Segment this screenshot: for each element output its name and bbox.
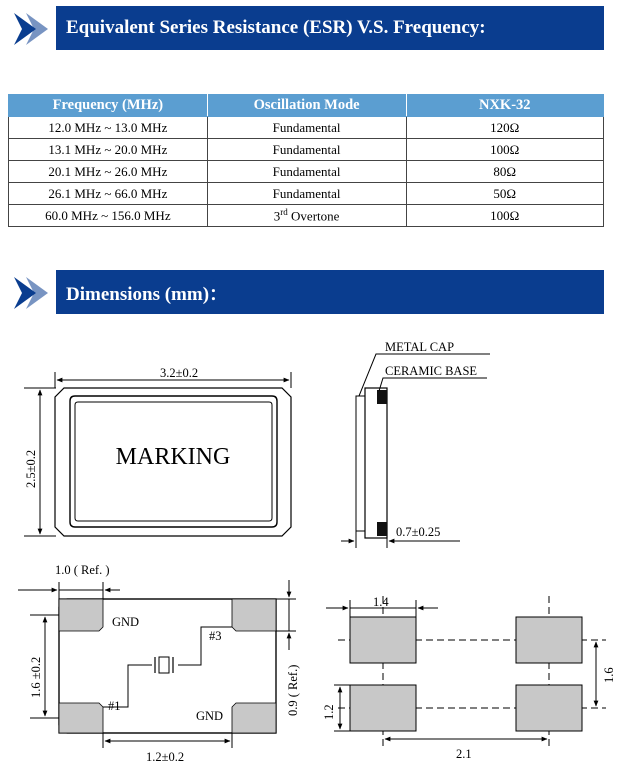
mode-text: Fundamental bbox=[272, 163, 341, 179]
frequency-cell: 13.1 MHz ~ 20.0 MHz bbox=[9, 139, 208, 161]
side-terminal-top bbox=[377, 390, 387, 404]
table-row bbox=[9, 183, 604, 205]
land-pad-bottom-left bbox=[350, 685, 416, 731]
chevron-arrow-icon bbox=[12, 13, 52, 45]
land-pad-top-left bbox=[350, 617, 416, 663]
table-row bbox=[9, 161, 604, 183]
esr-value-cell: 50Ω bbox=[406, 183, 604, 205]
table-row bbox=[9, 117, 604, 139]
ceramic-base-body bbox=[365, 388, 387, 538]
mode-text: Overtone bbox=[287, 208, 340, 224]
esr-table bbox=[8, 94, 604, 227]
pad-gnd-top-left bbox=[59, 599, 103, 631]
metal-cap-label: METAL CAP bbox=[385, 340, 455, 354]
table-header-row bbox=[9, 95, 604, 117]
mode-cell bbox=[207, 183, 406, 205]
header-oscillation-mode: Oscillation Mode bbox=[207, 95, 406, 117]
metal-cap-body bbox=[356, 396, 365, 531]
bottom-view bbox=[18, 563, 300, 764]
esr-value-cell: 120Ω bbox=[406, 117, 604, 139]
mode-cell bbox=[207, 205, 406, 227]
header-nxk32: NXK-32 bbox=[406, 95, 604, 117]
land-pitch-horizontal-label: 2.1 bbox=[456, 747, 472, 761]
land-pad-top-right bbox=[516, 617, 582, 663]
mode-cell bbox=[207, 161, 406, 183]
width-label: 3.2±0.2 bbox=[160, 366, 199, 380]
pad-1-bottom-left bbox=[59, 703, 103, 733]
dimensions-section-title-text: Dimensions (mm)： bbox=[66, 283, 229, 305]
pad-pitch-horizontal-label: 1.2±0.2 bbox=[146, 750, 185, 764]
pad-pitch-vertical-label: 1.6 ±0.2 bbox=[29, 656, 43, 698]
table-row bbox=[9, 205, 604, 227]
thickness-label: 0.7±0.25 bbox=[396, 525, 441, 539]
dimension-drawings bbox=[0, 320, 621, 769]
mode-cell bbox=[207, 117, 406, 139]
ceramic-base-label: CERAMIC BASE bbox=[385, 364, 478, 378]
ref-width-label: 1.0 ( Ref. ) bbox=[55, 563, 110, 577]
land-pattern bbox=[322, 595, 616, 761]
frequency-cell: 26.1 MHz ~ 66.0 MHz bbox=[9, 183, 208, 205]
esr-section-title bbox=[56, 6, 604, 50]
land-pitch-vertical-label: 1.6 bbox=[602, 667, 616, 683]
marking-text: MARKING bbox=[115, 444, 231, 470]
esr-section-title-text: Equivalent Series Resistance (ESR) V.S. Frequency: bbox=[66, 17, 486, 38]
gnd-bottom-label: GND bbox=[196, 709, 224, 723]
pin3-label: #3 bbox=[209, 629, 222, 643]
esr-value-cell: 100Ω bbox=[406, 205, 604, 227]
land-pad-height-label: 1.2 bbox=[322, 704, 336, 720]
side-terminal-bottom bbox=[377, 522, 387, 536]
land-pad-bottom-right bbox=[516, 685, 582, 731]
ceramic-base-leader bbox=[379, 378, 487, 391]
esr-value-cell: 80Ω bbox=[406, 161, 604, 183]
mode-order: 3 bbox=[273, 208, 281, 224]
mode-order-suffix: rd bbox=[280, 206, 288, 217]
mode-cell bbox=[207, 139, 406, 161]
esr-value-cell: 100Ω bbox=[406, 139, 604, 161]
dimensions-section-title bbox=[56, 270, 604, 314]
pad-height-ref-label: 0.9 ( Ref.) bbox=[286, 664, 300, 716]
table-row bbox=[9, 139, 604, 161]
pad-3-top-right bbox=[232, 599, 276, 631]
land-pad-width-label: 1.4 bbox=[373, 595, 389, 609]
gnd-top-label: GND bbox=[112, 615, 140, 629]
frequency-cell: 12.0 MHz ~ 13.0 MHz bbox=[9, 117, 208, 139]
top-view bbox=[24, 366, 291, 536]
frequency-cell: 20.1 MHz ~ 26.0 MHz bbox=[9, 161, 208, 183]
mode-text: Fundamental bbox=[272, 185, 341, 201]
mode-text: Fundamental bbox=[272, 119, 341, 135]
frequency-cell: 60.0 MHz ~ 156.0 MHz bbox=[9, 205, 208, 227]
pin1-label: #1 bbox=[108, 699, 121, 713]
mode-text: Fundamental bbox=[272, 141, 341, 157]
chevron-arrow-icon bbox=[12, 277, 52, 309]
pad-gnd-bottom-right bbox=[232, 703, 276, 733]
side-view bbox=[341, 340, 490, 548]
header-frequency: Frequency (MHz) bbox=[9, 95, 208, 117]
height-label: 2.5±0.2 bbox=[24, 449, 38, 488]
